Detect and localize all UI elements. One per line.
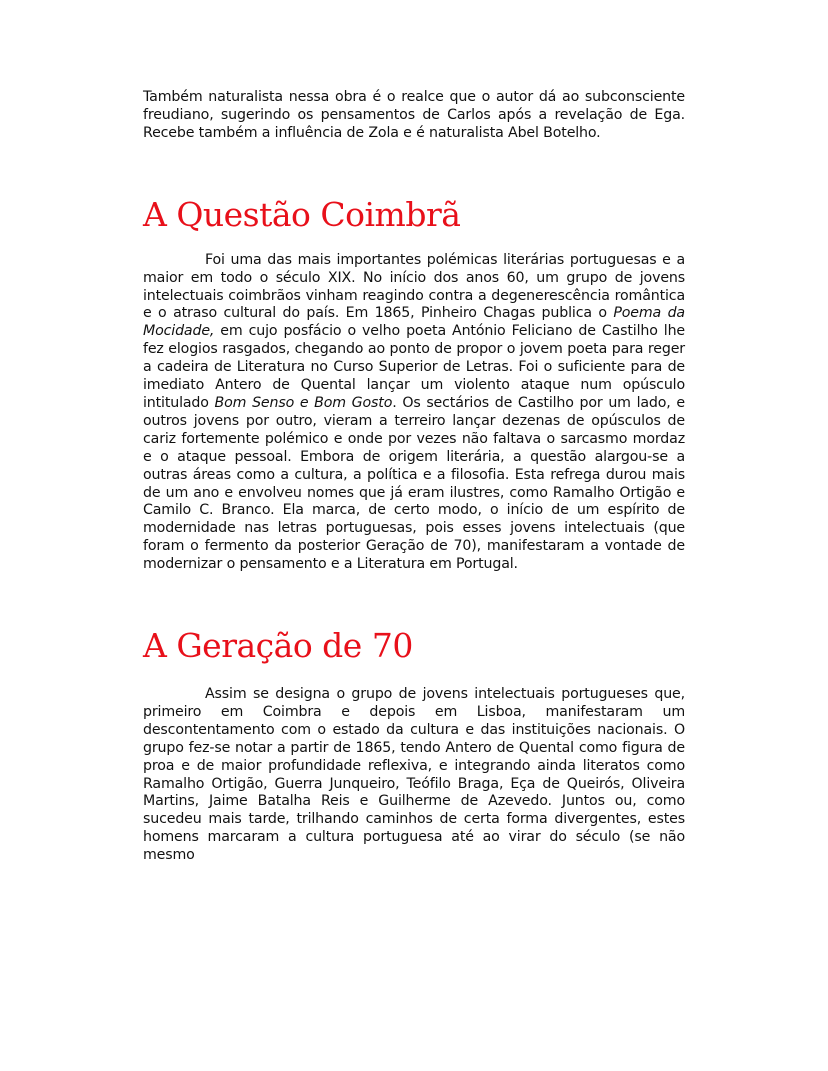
paragraph-text: em cujo posfácio o velho poeta António Feliciano de Castilho lhe fez elogios rasgados, chegando ao ponto de propor o jovem poeta para reger a cadeira de Literatura no Curso Superior de Letras. Foi o suficiente para de imediato Antero de Quental lançar um violento ataque num opúsculo intitulado [143,323,685,411]
paragraph-text: . Os sectários de Castilho por um lado, e outros jovens por outro, vieram a terreiro lançar dezenas de opúsculos de cariz fortemente polémico e onde por vezes não faltava o sarcasmo mordaz e o ataque pessoal. Embora de origem literária, a questão alargou-se a outras áreas como a cultura, a política e a filosofia. Esta refrega durou mais de um ano e envolveu nomes que já eram ilustres, como Ramalho Ortigão e Camilo C. Branco. Ela marca, de certo modo, o início de um espírito de modernidade nas letras portuguesas, pois esses jovens intelectuais (que foram o fermento da posterior Geração de 70), manifestaram a vontade de modernizar o pensamento e a Literatura em Portugal. [143,394,685,573]
section-heading-geracao-de-70: A Geração de 70 [143,626,413,666]
paragraph-text: Foi uma das mais importantes polémicas literárias portuguesas e a maior em todo o século XIX. No início dos anos 60, um grupo de jovens intelectuais coimbrãos vinham reagindo contra a degenerescência romântica e o atraso cultural do país. Em 1865, Pinheiro Chagas publica o [143,251,685,322]
section-paragraph-geracao-de-70: Assim se designa o grupo de jovens intelectuais portugueses que, primeiro em Coimbra e depois em Lisboa, manifestaram um descontentamento com o estado da cultura e das instituições nacionais. O grupo fez-se notar a partir de 1865, tendo Antero de Quental como figura de proa e de maior profundidade reflexiva, e integrando ainda literatos como Ramalho Ortigão, Guerra Junqueiro, Teófilo Braga, Eça de Queirós, Oliveira Martins, Jaime Batalha Reis e Guilherme de Azevedo. Juntos ou, como sucedeu mais tarde, trilhando caminhos de certa forma divergentes, estes homens marcaram a cultura portuguesa até ao virar do século (se não mesmo [143,686,685,864]
work-title-bom-senso-e-bom-gosto: Bom Senso e Bom Gosto [214,394,393,411]
intro-paragraph: Também naturalista nessa obra é o realce que o autor dá ao subconsciente freudiano, sugerindo os pensamentos de Carlos após a revelação de Ega. Recebe também a influência de Zola e é naturalista Abel Botelho. [143,89,685,141]
work-title-poema-da-mocidade: Poema da Mocidade, [143,305,685,340]
section-paragraph-questao-coimbra [143,252,685,574]
document-page [143,89,685,865]
section-heading-questao-coimbra: A Questão Coimbrã [143,194,461,234]
